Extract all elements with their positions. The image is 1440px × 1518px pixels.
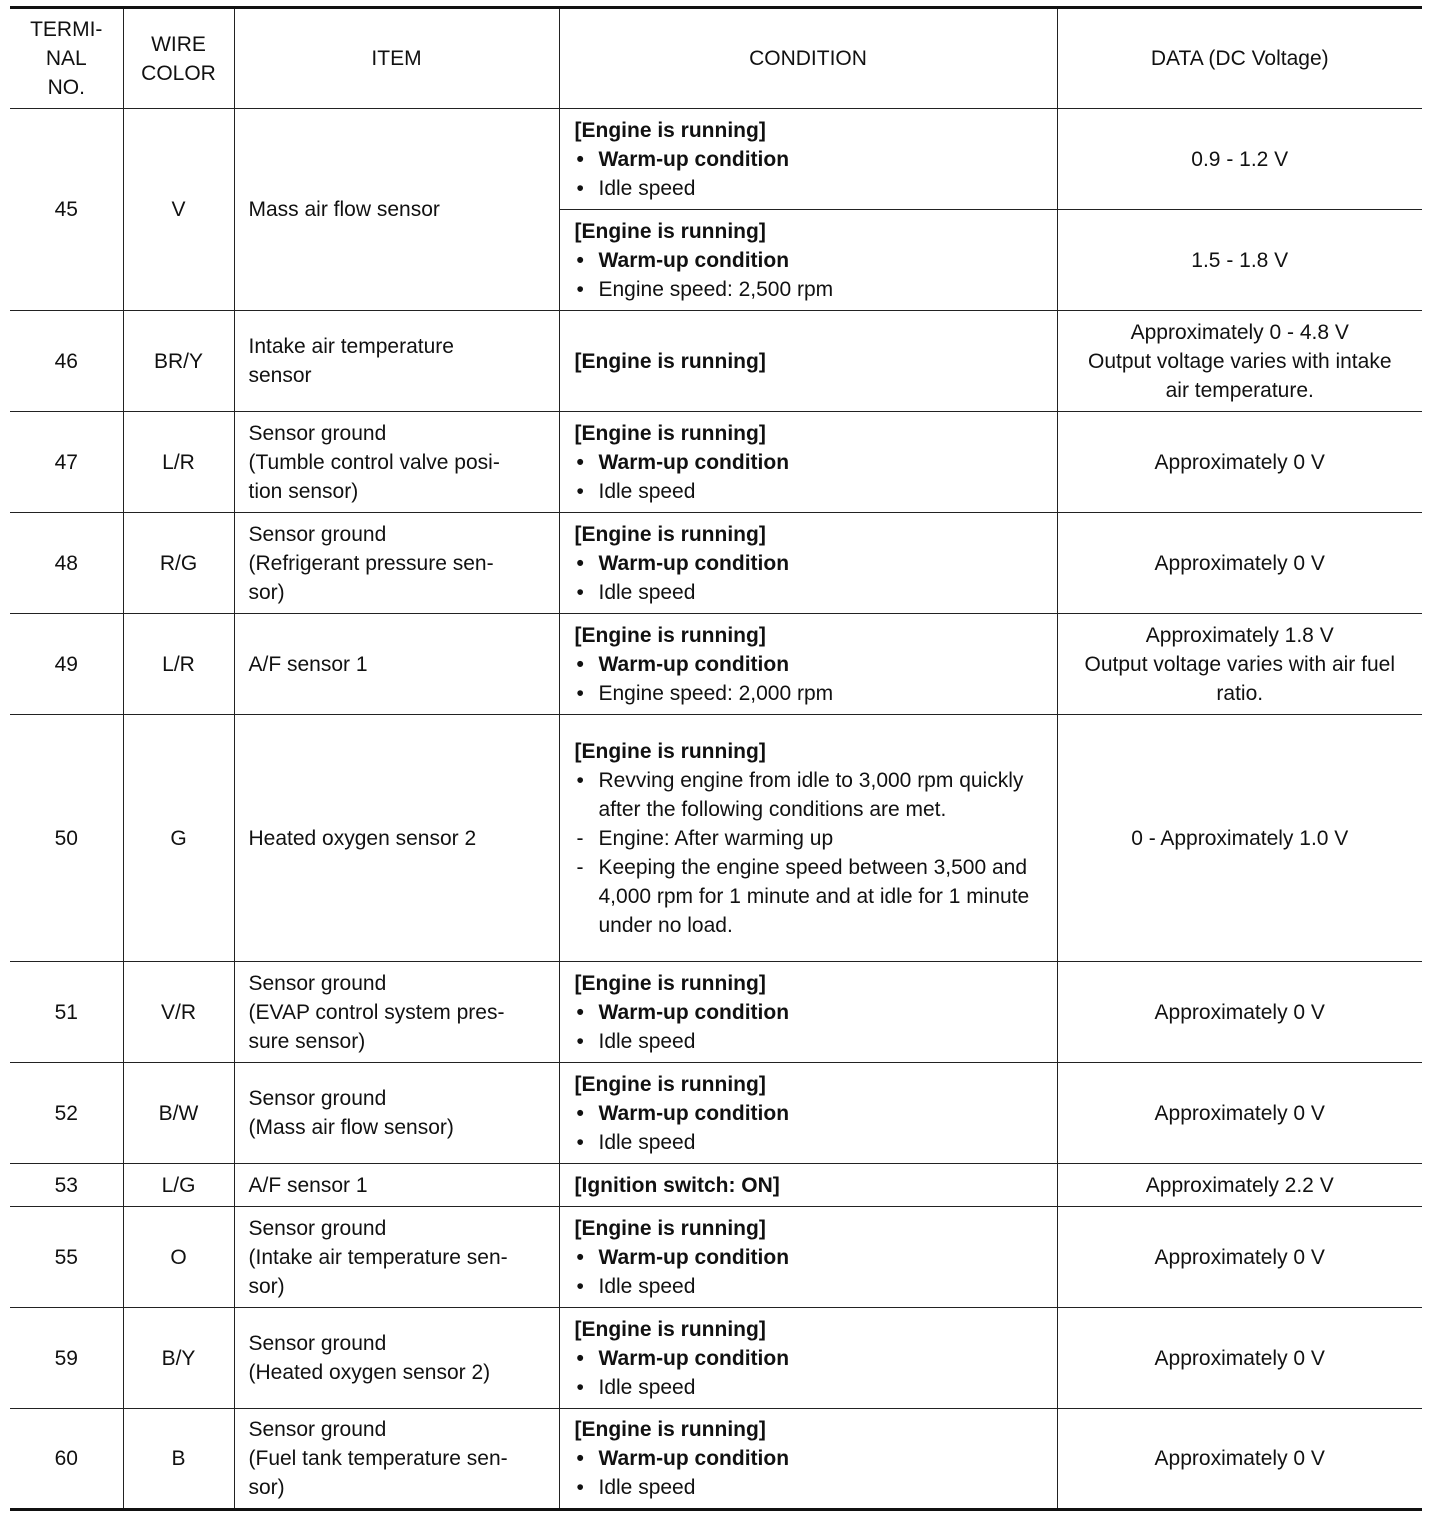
terminal-number-cell: 49 xyxy=(10,614,123,715)
condition-item: • Warm-up condition xyxy=(575,145,1047,174)
condition-list xyxy=(575,1243,1047,1301)
condition-heading: [Engine is running] xyxy=(574,1072,766,1096)
item-cell xyxy=(234,1207,559,1308)
item-text-line: (Fuel tank temperature sen- xyxy=(248,1447,508,1470)
terminal-data-table xyxy=(10,6,1422,1511)
condition-list xyxy=(575,1099,1047,1157)
terminal-number-cell: 47 xyxy=(10,412,123,513)
table-row xyxy=(10,962,1422,1063)
condition-heading: [Engine is running] xyxy=(574,219,766,243)
condition-item: • Warm-up condition xyxy=(575,1243,1047,1272)
condition-list xyxy=(575,448,1047,506)
condition-item: • Revving engine from idle to 3,000 rpm quickly after the following conditions are met. xyxy=(575,766,1047,824)
voltage-text-line: ratio. xyxy=(1216,681,1264,705)
condition-list xyxy=(575,145,1047,203)
header-row xyxy=(10,8,1422,109)
item-cell xyxy=(234,513,559,614)
terminal-number-cell: 45 xyxy=(10,109,123,311)
table-row xyxy=(10,614,1422,715)
terminal-number-cell: 46 xyxy=(10,311,123,412)
header-terminal-line: TERMI- xyxy=(30,18,103,41)
dc-voltage-cell xyxy=(1057,715,1422,962)
condition-cell xyxy=(559,1409,1057,1510)
condition-item: • Engine speed: 2,500 rpm xyxy=(575,275,1047,304)
header-wire-line: COLOR xyxy=(141,61,216,85)
condition-item: • Idle speed xyxy=(575,1272,1047,1301)
wire-color-cell: L/R xyxy=(123,412,234,513)
item-cell xyxy=(234,1063,559,1164)
item-text-line: sor) xyxy=(248,580,285,604)
voltage-text-line: Approximately 0 V xyxy=(1154,1101,1325,1125)
condition-item: • Idle speed xyxy=(575,1473,1047,1502)
condition-cell xyxy=(559,962,1057,1063)
item-cell xyxy=(234,1164,559,1207)
wire-color-cell: O xyxy=(123,1207,234,1308)
condition-list xyxy=(575,549,1047,607)
table-row xyxy=(10,513,1422,614)
item-text-line: A/F sensor 1 xyxy=(248,652,368,676)
item-text-line: Heated oxygen sensor 2 xyxy=(248,826,477,850)
terminal-number-cell: 55 xyxy=(10,1207,123,1308)
condition-item: • Warm-up condition xyxy=(575,1344,1047,1373)
item-cell xyxy=(234,715,559,962)
item-cell xyxy=(234,412,559,513)
condition-cell xyxy=(559,109,1057,210)
wire-color-cell: L/R xyxy=(123,614,234,715)
condition-list xyxy=(575,650,1047,708)
condition-heading: [Engine is running] xyxy=(574,349,766,373)
wire-color-cell: V/R xyxy=(123,962,234,1063)
condition-item: • Idle speed xyxy=(575,174,1047,203)
condition-item: • Idle speed xyxy=(575,477,1047,506)
terminal-number-cell: 50 xyxy=(10,715,123,962)
header-condition: CONDITION xyxy=(559,8,1057,109)
item-text-line: (Mass air flow sensor) xyxy=(248,1116,454,1139)
item-text-line: Mass air flow sensor xyxy=(248,198,440,221)
item-text-line: sure sensor) xyxy=(248,1029,366,1053)
dc-voltage-cell xyxy=(1057,1164,1422,1207)
item-text-line: (Heated oxygen sensor 2) xyxy=(248,1361,491,1384)
voltage-text-line: 0.9 - 1.2 V xyxy=(1191,147,1289,171)
terminal-number-cell: 51 xyxy=(10,962,123,1063)
condition-heading: [Engine is running] xyxy=(574,739,766,763)
condition-list xyxy=(575,998,1047,1056)
wire-color-cell: B/W xyxy=(123,1063,234,1164)
condition-item: • Warm-up condition xyxy=(575,549,1047,578)
condition-cell xyxy=(559,1207,1057,1308)
condition-item: • Idle speed xyxy=(575,1128,1047,1157)
item-text-line: sor) xyxy=(248,1274,285,1298)
condition-item: • Engine speed: 2,000 rpm xyxy=(575,679,1047,708)
dc-voltage-cell xyxy=(1057,1409,1422,1510)
condition-heading: [Engine is running] xyxy=(574,1317,766,1341)
voltage-text-line: Approximately 1.8 V xyxy=(1145,623,1334,647)
header-wire-line: WIRE xyxy=(151,32,206,56)
wire-color-cell: R/G xyxy=(123,513,234,614)
table-row xyxy=(10,715,1422,962)
voltage-text-line: Output voltage varies with intake xyxy=(1088,349,1392,373)
table-row xyxy=(10,1063,1422,1164)
condition-item: • Warm-up condition xyxy=(575,448,1047,477)
table-row xyxy=(10,1308,1422,1409)
item-text-line: Sensor ground xyxy=(248,421,387,445)
item-cell xyxy=(234,1409,559,1510)
voltage-text-line: 0 - Approximately 1.0 V xyxy=(1131,826,1349,850)
item-text-line: (Intake air temperature sen- xyxy=(248,1245,508,1269)
dc-voltage-cell xyxy=(1057,962,1422,1063)
wire-color-cell: L/G xyxy=(123,1164,234,1207)
condition-list xyxy=(575,246,1047,304)
item-text-line: tion sensor) xyxy=(248,479,359,503)
dc-voltage-cell xyxy=(1057,210,1422,311)
condition-heading: [Ignition switch: ON] xyxy=(574,1173,780,1197)
condition-heading: [Engine is running] xyxy=(574,1216,766,1240)
condition-cell xyxy=(559,715,1057,962)
table-row xyxy=(10,109,1422,210)
condition-item: • Warm-up condition xyxy=(575,998,1047,1027)
item-text-line: sensor xyxy=(248,364,312,387)
condition-cell xyxy=(559,311,1057,412)
terminal-number-cell: 60 xyxy=(10,1409,123,1510)
item-text-line: (Tumble control valve posi- xyxy=(248,450,500,474)
item-text-line: Sensor ground xyxy=(248,1087,387,1110)
voltage-text-line: Approximately 2.2 V xyxy=(1145,1173,1334,1197)
condition-item: - Keeping the engine speed between 3,500 and 4,000 rpm for 1 minute and at idle for 1 minute under no load. xyxy=(575,853,1047,940)
voltage-text-line: Approximately 0 V xyxy=(1154,1447,1325,1470)
voltage-text-line: Approximately 0 - 4.8 V xyxy=(1130,320,1349,344)
condition-heading: [Engine is running] xyxy=(574,623,766,647)
item-text-line: A/F sensor 1 xyxy=(248,1173,368,1197)
item-text-line: Sensor ground xyxy=(248,1216,387,1240)
condition-cell xyxy=(559,412,1057,513)
condition-heading: [Engine is running] xyxy=(574,421,766,445)
condition-heading: [Engine is running] xyxy=(574,1418,766,1441)
header-item: ITEM xyxy=(234,8,559,109)
condition-cell xyxy=(559,1063,1057,1164)
condition-cell xyxy=(559,210,1057,311)
condition-heading: [Engine is running] xyxy=(574,971,766,995)
item-cell xyxy=(234,109,559,311)
voltage-text-line: 1.5 - 1.8 V xyxy=(1191,248,1289,272)
voltage-text-line: Approximately 0 V xyxy=(1154,450,1325,474)
item-text-line: (EVAP control system pres- xyxy=(248,1000,505,1024)
condition-cell xyxy=(559,1164,1057,1207)
dc-voltage-cell xyxy=(1057,412,1422,513)
condition-item: • Warm-up condition xyxy=(575,1444,1047,1473)
header-data: DATA (DC Voltage) xyxy=(1057,8,1422,109)
dc-voltage-cell xyxy=(1057,1207,1422,1308)
voltage-text-line: Approximately 0 V xyxy=(1154,1346,1325,1370)
voltage-text-line: Approximately 0 V xyxy=(1154,1000,1325,1024)
condition-item: • Idle speed xyxy=(575,1027,1047,1056)
item-text-line: Sensor ground xyxy=(248,971,387,995)
header-terminal-line: NO. xyxy=(47,76,85,99)
condition-list xyxy=(575,1444,1047,1502)
voltage-text-line: Output voltage varies with air fuel xyxy=(1084,652,1395,676)
item-cell xyxy=(234,1308,559,1409)
wire-color-cell: B xyxy=(123,1409,234,1510)
wire-color-cell: V xyxy=(123,109,234,311)
voltage-text-line: Approximately 0 V xyxy=(1154,551,1325,575)
terminal-number-cell: 52 xyxy=(10,1063,123,1164)
item-cell xyxy=(234,962,559,1063)
wire-color-cell: BR/Y xyxy=(123,311,234,412)
item-text-line: Intake air temperature xyxy=(248,335,454,358)
table-row xyxy=(10,1164,1422,1207)
terminal-number-cell: 48 xyxy=(10,513,123,614)
condition-heading: [Engine is running] xyxy=(574,522,766,546)
condition-list xyxy=(575,1344,1047,1402)
condition-item: - Engine: After warming up xyxy=(575,824,1047,853)
item-cell xyxy=(234,614,559,715)
condition-cell xyxy=(559,614,1057,715)
wire-color-cell: B/Y xyxy=(123,1308,234,1409)
header-terminal-line: NAL xyxy=(45,47,87,70)
table-row xyxy=(10,412,1422,513)
condition-item: • Warm-up condition xyxy=(575,650,1047,679)
table-row xyxy=(10,311,1422,412)
condition-heading: [Engine is running] xyxy=(574,118,766,142)
voltage-text-line: air temperature. xyxy=(1165,378,1314,402)
table-row xyxy=(10,1409,1422,1510)
condition-cell xyxy=(559,1308,1057,1409)
item-text-line: Sensor ground xyxy=(248,1332,387,1355)
condition-item: • Idle speed xyxy=(575,578,1047,607)
dc-voltage-cell xyxy=(1057,311,1422,412)
dc-voltage-cell xyxy=(1057,614,1422,715)
table-row xyxy=(10,1207,1422,1308)
condition-list xyxy=(575,766,1047,940)
condition-item: • Idle speed xyxy=(575,1373,1047,1402)
condition-item: • Warm-up condition xyxy=(575,246,1047,275)
item-text-line: Sensor ground xyxy=(248,522,387,546)
dc-voltage-cell xyxy=(1057,1308,1422,1409)
condition-item: • Warm-up condition xyxy=(575,1099,1047,1128)
item-text-line: (Refrigerant pressure sen- xyxy=(248,551,494,575)
dc-voltage-cell xyxy=(1057,109,1422,210)
item-text-line: Sensor ground xyxy=(248,1418,387,1441)
header-wire-color xyxy=(123,8,234,109)
dc-voltage-cell xyxy=(1057,513,1422,614)
item-text-line: sor) xyxy=(248,1476,285,1499)
terminal-number-cell: 59 xyxy=(10,1308,123,1409)
condition-cell xyxy=(559,513,1057,614)
header-terminal-no xyxy=(10,8,123,109)
voltage-text-line: Approximately 0 V xyxy=(1154,1245,1325,1269)
wire-color-cell: G xyxy=(123,715,234,962)
item-cell xyxy=(234,311,559,412)
terminal-number-cell: 53 xyxy=(10,1164,123,1207)
table-body xyxy=(10,109,1422,1510)
dc-voltage-cell xyxy=(1057,1063,1422,1164)
